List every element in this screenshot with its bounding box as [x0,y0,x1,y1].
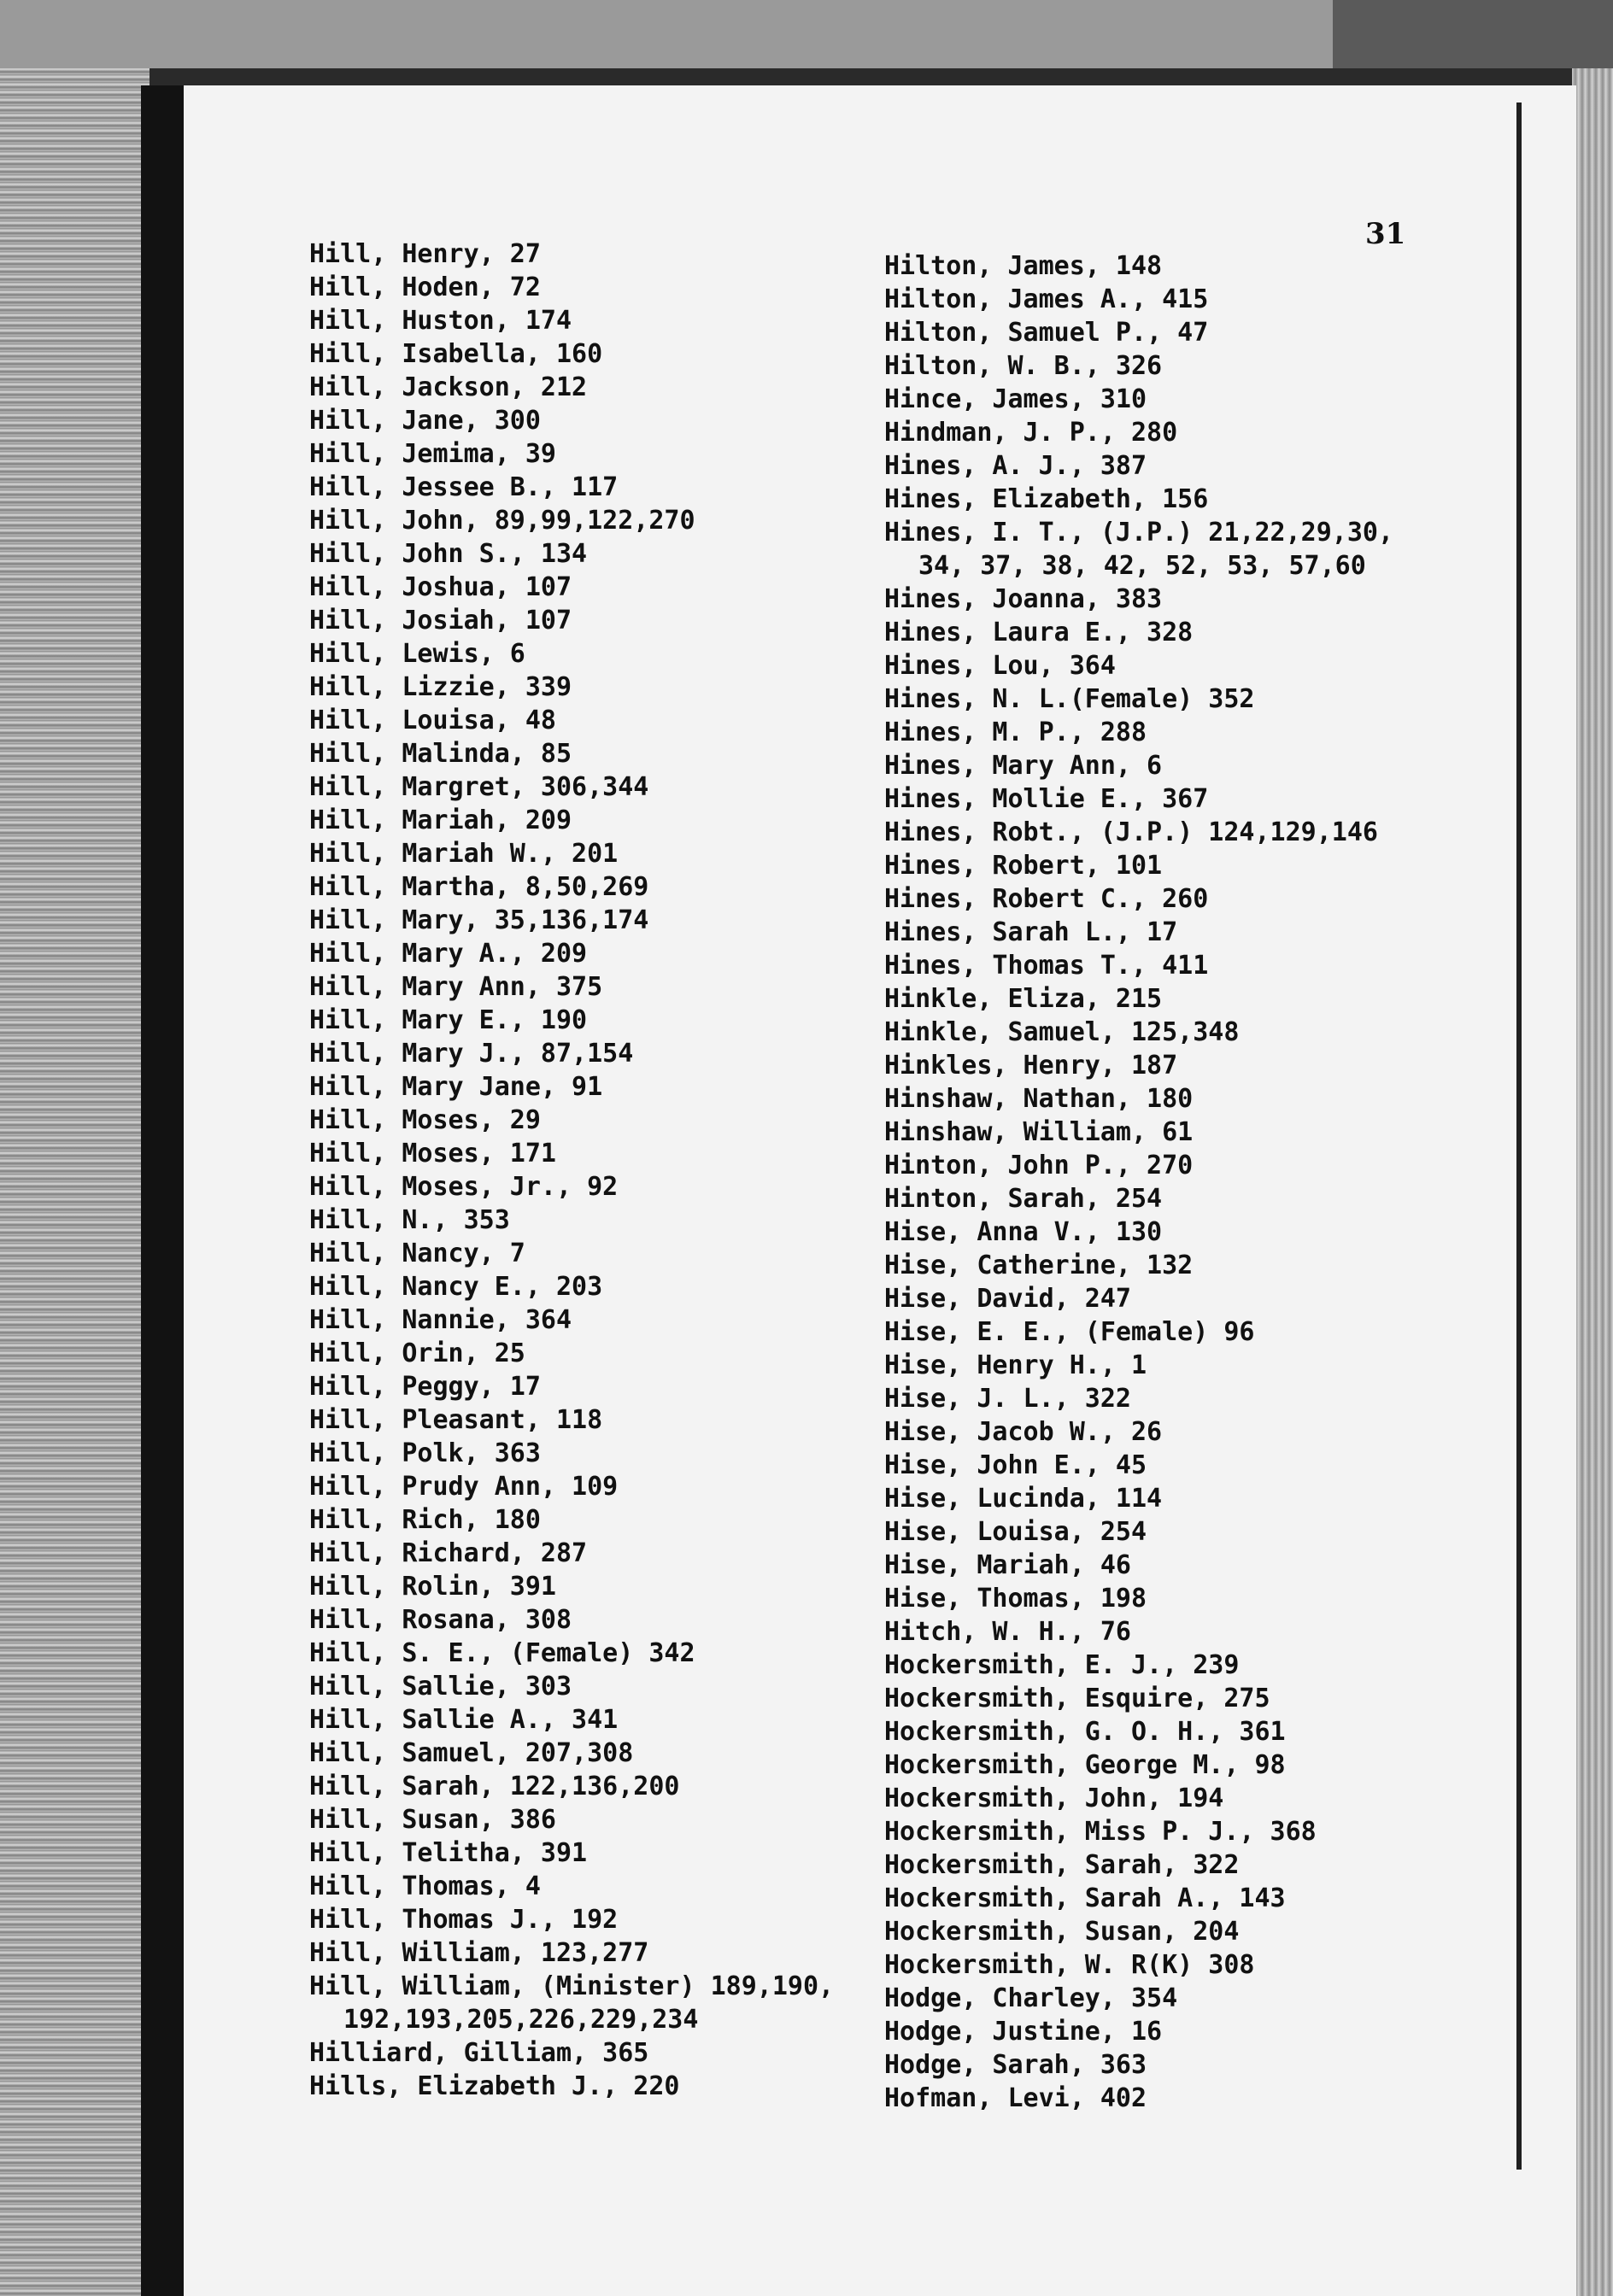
index-column-left [309,237,834,2103]
index-entry: Hill, Lewis, 6 [309,639,525,669]
index-entry: Hill, Martha, 8,50,269 [309,872,649,902]
index-entry: Hinton, John P., 270 [884,1151,1194,1180]
index-entry: Hines, Lou, 364 [884,651,1116,681]
index-entry: Hill, Jessee B., 117 [309,472,619,502]
index-entry: Hill, Telitha, 391 [309,1838,588,1868]
index-entry: Hince, James, 310 [884,384,1147,414]
index-entry: Hill, Malinda, 85 [309,739,572,769]
index-entry-continued: 34, 37, 38, 42, 52, 53, 57,60 [918,551,1366,581]
index-entry: Hill, Sallie, 303 [309,1672,572,1702]
index-entry: Hinkles, Henry, 187 [884,1051,1178,1081]
index-entry: Hill, Isabella, 160 [309,339,603,369]
adjacent-page-edges [0,68,150,2296]
index-entry: Hill, Nannie, 364 [309,1305,572,1335]
index-entry: Hill, John S., 134 [309,539,588,569]
index-entry: Hill, Joshua, 107 [309,572,572,602]
index-entry: Hockersmith, Sarah A., 143 [884,1883,1286,1913]
index-entry: Hilton, Samuel P., 47 [884,318,1209,348]
index-entry: Hines, Mollie E., 367 [884,784,1209,814]
index-entry: Hill, Moses, 29 [309,1105,541,1135]
index-entry-continued: 192,193,205,226,229,234 [343,2005,699,2035]
index-entry: Hines, Elizabeth, 156 [884,484,1209,514]
index-entry: Hise, Thomas, 198 [884,1584,1147,1614]
index-entry: Hill, Moses, Jr., 92 [309,1172,619,1202]
index-entry: Hise, Mariah, 46 [884,1550,1131,1580]
page-edge-line [1516,102,1522,2170]
index-entry: Hofman, Levi, 402 [884,2083,1147,2113]
index-entry: Hill, Mary, 35,136,174 [309,905,649,935]
index-entry: Hill, Nancy, 7 [309,1239,525,1268]
index-entry: Hill, Thomas, 4 [309,1871,541,1901]
index-entry: Hockersmith, Esquire, 275 [884,1684,1270,1713]
index-entry: Hockersmith, W. R(K) 308 [884,1950,1255,1980]
index-entry: Hockersmith, G. O. H., 361 [884,1717,1286,1747]
index-entry: Hise, E. E., (Female) 96 [884,1317,1255,1347]
index-entry: Hise, Louisa, 254 [884,1517,1147,1547]
index-entry: Hinshaw, William, 61 [884,1117,1194,1147]
index-entry: Hill, Louisa, 48 [309,706,556,735]
index-entry: Hitch, W. H., 76 [884,1617,1131,1647]
index-entry: Hill, Richard, 287 [309,1538,588,1568]
index-entry: Hinton, Sarah, 254 [884,1184,1163,1214]
index-entry: Hill, Polk, 363 [309,1438,541,1468]
index-entry: Hill, Mariah, 209 [309,805,572,835]
index-entry: Hodge, Charley, 354 [884,1983,1178,2013]
index-entry: Hines, Robert C., 260 [884,884,1209,914]
index-entry: Hilliard, Gilliam, 365 [309,2038,649,2068]
index-entry: Hill, Hoden, 72 [309,272,541,302]
index-entry: Hill, Mary Jane, 91 [309,1072,603,1102]
index-entry: Hodge, Justine, 16 [884,2017,1163,2047]
index-entry: Hines, Robert, 101 [884,851,1163,881]
index-entry: Hockersmith, E. J., 239 [884,1650,1240,1680]
index-entry: Hill, Jemima, 39 [309,439,556,469]
index-entry: Hill, Prudy Ann, 109 [309,1472,619,1502]
index-entry: Hinkle, Samuel, 125,348 [884,1017,1240,1047]
index-entry: Hodge, Sarah, 363 [884,2050,1147,2080]
index-entry: Hilton, W. B., 326 [884,351,1163,381]
index-entry: Hill, Jane, 300 [309,406,541,436]
index-entry: Hill, Rolin, 391 [309,1572,556,1602]
index-entry: Hise, Henry H., 1 [884,1350,1147,1380]
index-entry: Hill, William, (Minister) 189,190, [309,1971,835,2001]
page-number: 31 [1365,217,1406,251]
index-entry: Hill, Rich, 180 [309,1505,541,1535]
index-entry: Hockersmith, Miss P. J., 368 [884,1817,1317,1847]
index-entry: Hise, Lucinda, 114 [884,1484,1163,1514]
index-entry: Hill, Mary Ann, 375 [309,972,603,1002]
index-entry: Hill, Samuel, 207,308 [309,1738,634,1768]
index-entry: Hines, Laura E., 328 [884,618,1194,647]
index-entry: Hines, I. T., (J.P.) 21,22,29,30, [884,518,1394,548]
index-entry: Hill, Thomas J., 192 [309,1905,619,1935]
index-entry: Hinshaw, Nathan, 180 [884,1084,1194,1114]
index-entry: Hines, M. P., 288 [884,718,1147,747]
index-entry: Hill, S. E., (Female) 342 [309,1638,695,1668]
index-entry: Hill, John, 89,99,122,270 [309,506,695,536]
index-entry: Hill, Pleasant, 118 [309,1405,603,1435]
index-entry: Hill, Margret, 306,344 [309,772,649,802]
index-entry: Hill, Jackson, 212 [309,372,588,402]
index-column-right [884,249,1393,2115]
index-entry: Hines, Robt., (J.P.) 124,129,146 [884,817,1378,847]
index-entry: Hill, Sarah, 122,136,200 [309,1772,680,1801]
index-entry: Hill, Moses, 171 [309,1139,556,1168]
index-entry: Hill, Mary J., 87,154 [309,1039,634,1069]
index-entry: Hise, J. L., 322 [884,1384,1131,1414]
index-entry: Hines, Thomas T., 411 [884,951,1209,981]
index-entry: Hines, A. J., 387 [884,451,1147,481]
index-entry: Hise, Jacob W., 26 [884,1417,1163,1447]
index-entry: Hockersmith, John, 194 [884,1784,1224,1813]
index-entry: Hockersmith, George M., 98 [884,1750,1286,1780]
index-entry: Hockersmith, Susan, 204 [884,1917,1240,1947]
index-entry: Hines, Mary Ann, 6 [884,751,1163,781]
index-entry: Hill, Mary A., 209 [309,939,588,969]
index-entry: Hill, Orin, 25 [309,1338,525,1368]
index-entry: Hilton, James A., 415 [884,284,1209,314]
index-entry: Hines, N. L.(Female) 352 [884,684,1255,714]
index-entry: Hill, Rosana, 308 [309,1605,572,1635]
index-entry: Hill, Sallie A., 341 [309,1705,619,1735]
index-entry: Hill, Susan, 386 [309,1805,556,1835]
index-entry: Hills, Elizabeth J., 220 [309,2071,680,2101]
index-entry: Hise, David, 247 [884,1284,1131,1314]
index-entry: Hise, John E., 45 [884,1450,1147,1480]
index-entry: Hise, Anna V., 130 [884,1217,1163,1247]
index-entry: Hill, Henry, 27 [309,239,541,269]
index-entry: Hill, Mariah W., 201 [309,839,619,869]
index-entry: Hinkle, Eliza, 215 [884,984,1163,1014]
index-entry: Hill, Lizzie, 339 [309,672,572,702]
index-entry: Hilton, James, 148 [884,251,1163,281]
index-entry: Hise, Catherine, 132 [884,1250,1194,1280]
scan-top-right-margin [1333,0,1613,68]
index-entry: Hill, Peggy, 17 [309,1372,541,1402]
index-entry: Hill, Mary E., 190 [309,1005,588,1035]
scan-right-margin [1572,68,1613,2296]
index-entry: Hill, Huston, 174 [309,306,572,336]
index-entry: Hockersmith, Sarah, 322 [884,1850,1240,1880]
index-entry: Hill, Nancy E., 203 [309,1272,603,1302]
index-entry: Hines, Joanna, 383 [884,584,1163,614]
index-entry: Hill, Josiah, 107 [309,606,572,636]
index-entry: Hill, William, 123,277 [309,1938,649,1968]
index-entry: Hill, N., 353 [309,1205,510,1235]
index-entry: Hindman, J. P., 280 [884,418,1178,448]
index-entry: Hines, Sarah L., 17 [884,917,1178,947]
